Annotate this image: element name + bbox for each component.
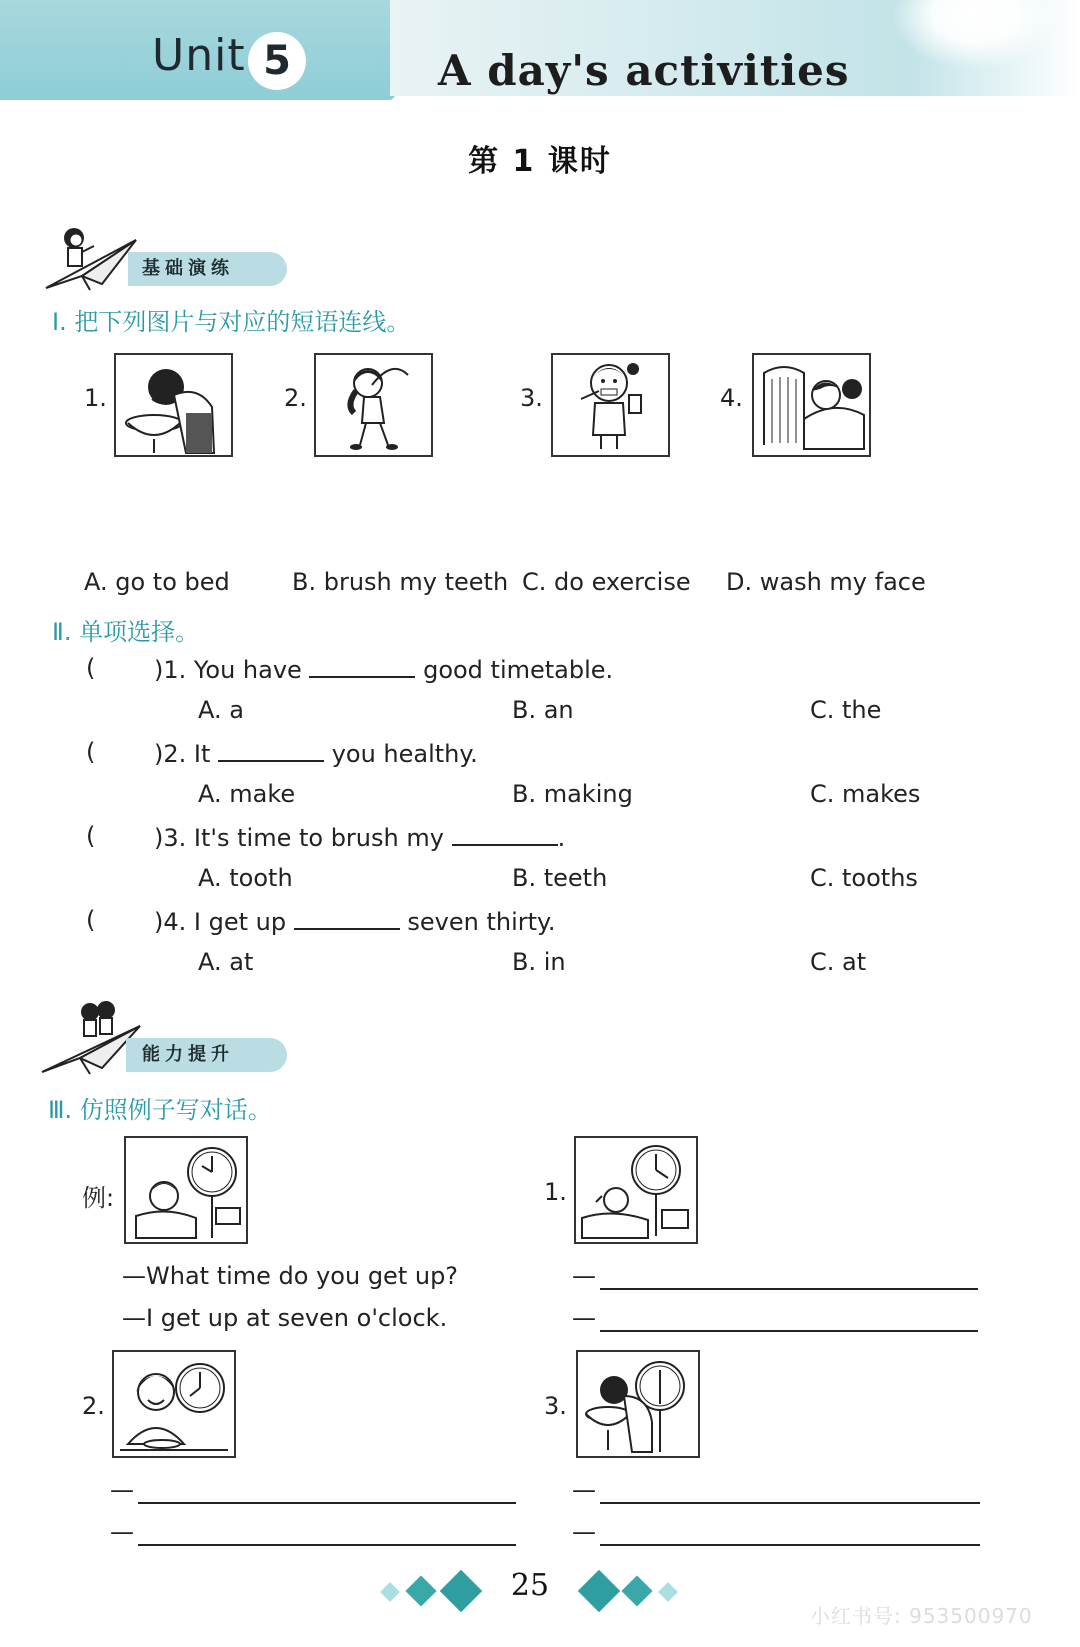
dialogue-number-1: 1. [544,1178,567,1206]
choice-item-3-option-c: C. tooths [810,864,918,892]
picture-brush-teeth [551,353,670,457]
dialogue-1-dash-q: — [572,1262,596,1290]
choice-item-4-option-c: C. at [810,948,867,976]
dialogue-2-dash-a: — [110,1518,134,1546]
choice-item-3-option-b: B. teeth [512,864,608,892]
choice-item-1-post: good timetable. [423,656,614,684]
picture-wash-face [114,353,233,457]
choice-item-4-number: )4. [154,908,187,936]
choice-item-2-number: )2. [154,740,187,768]
banner-glow [890,0,1060,70]
picture-number-3: 3. [520,384,543,412]
watermark: 小红书号: 953500970 [810,1604,1033,1628]
choice-item-4-option-a: A. at [198,948,254,976]
diamond-ornament [405,1575,436,1606]
lesson-title: 第 1 课时 [468,144,612,179]
choice-item-3-post: . [557,824,566,852]
section-basic-label: 基础演练 [142,258,234,279]
dialogue-2-line-a[interactable] [138,1544,516,1546]
choice-item-1-pre: You have [193,656,302,684]
answer-blank[interactable] [452,822,558,846]
picture-example-get-up [124,1136,248,1244]
section-advanced-label: 能力提升 [142,1044,234,1065]
dialogue-1-dash-a: — [572,1304,596,1332]
dialogue-2-line-q[interactable] [138,1502,516,1504]
choice-item-1-number: )1. [154,656,187,684]
dialogue-3-line-q[interactable] [600,1502,980,1504]
choice-item-3-question [154,822,565,852]
page-number: 25 [510,1568,550,1603]
dialogue-3-dash-a: — [572,1518,596,1546]
picture-do-exercise [314,353,433,457]
choice-item-2-option-a: A. make [198,780,296,808]
diamond-ornament [578,1570,620,1612]
section-tab-basic [128,252,287,286]
dialogue-3-dash-q: — [572,1476,596,1504]
choice-item-4-option-b: B. in [512,948,566,976]
match-option-b: B. brush my teeth [292,568,509,596]
diamond-ornament [380,1582,400,1602]
choice-item-2-option-b: B. making [512,780,633,808]
dialogue-number-3: 3. [544,1392,567,1420]
answer-blank[interactable] [294,906,400,930]
choice-item-1-option-c: C. the [810,696,882,724]
choice-item-1-question [154,654,613,684]
picture-go-to-bed [752,353,871,457]
picture-dialogue-2-lunch [112,1350,236,1458]
dialogue-2-dash-q: — [110,1476,134,1504]
choice-item-2-option-c: C. makes [810,780,921,808]
picture-dialogue-3-wash-face [576,1350,700,1458]
choice-item-4-question [154,906,555,936]
picture-number-2: 2. [284,384,307,412]
unit-label: Unit [152,30,246,81]
q3-heading: Ⅲ. 仿照例子写对话。 [48,1096,272,1124]
unit-number: 5 [248,32,306,90]
picture-number-1: 1. [84,384,107,412]
dialogue-1-line-q[interactable] [600,1288,978,1290]
choice-item-4-pre: I get up [193,908,287,936]
diamond-ornament [621,1575,652,1606]
match-option-d: D. wash my face [726,568,926,596]
picture-dialogue-1-sleeping [574,1136,698,1244]
choice-item-3-number: )3. [154,824,187,852]
dialogue-number-2: 2. [82,1392,105,1420]
choice-item-4-paren: ( [86,906,96,934]
diamond-ornament [440,1570,482,1612]
choice-item-2-question [154,738,478,768]
section-tab-advanced [126,1038,287,1072]
diamond-ornament [658,1582,678,1602]
choice-item-1-option-a: A. a [198,696,244,724]
q2-heading: Ⅱ. 单项选择。 [52,618,200,646]
dialogue-3-line-a[interactable] [600,1544,980,1546]
unit-title: A day's activities [438,46,850,95]
choice-item-3-option-a: A. tooth [198,864,293,892]
choice-item-3-paren: ( [86,822,96,850]
choice-item-1-option-b: B. an [512,696,574,724]
choice-item-2-paren: ( [86,738,96,766]
example-question: —What time do you get up? [122,1262,459,1290]
answer-blank[interactable] [309,654,415,678]
answer-blank[interactable] [218,738,324,762]
picture-number-4: 4. [720,384,743,412]
choice-item-2-pre: It [193,740,211,768]
choice-item-2-post: you healthy. [331,740,478,768]
dialogue-1-line-a[interactable] [600,1330,978,1332]
example-answer: —I get up at seven o'clock. [122,1304,448,1332]
choice-item-4-post: seven thirty. [407,908,556,936]
match-option-c: C. do exercise [522,568,691,596]
choice-item-1-paren: ( [86,654,96,682]
q1-heading: Ⅰ. 把下列图片与对应的短语连线。 [52,308,411,336]
example-label: 例: [82,1184,115,1212]
choice-item-3-pre: It's time to brush my [193,824,444,852]
match-option-a: A. go to bed [84,568,230,596]
